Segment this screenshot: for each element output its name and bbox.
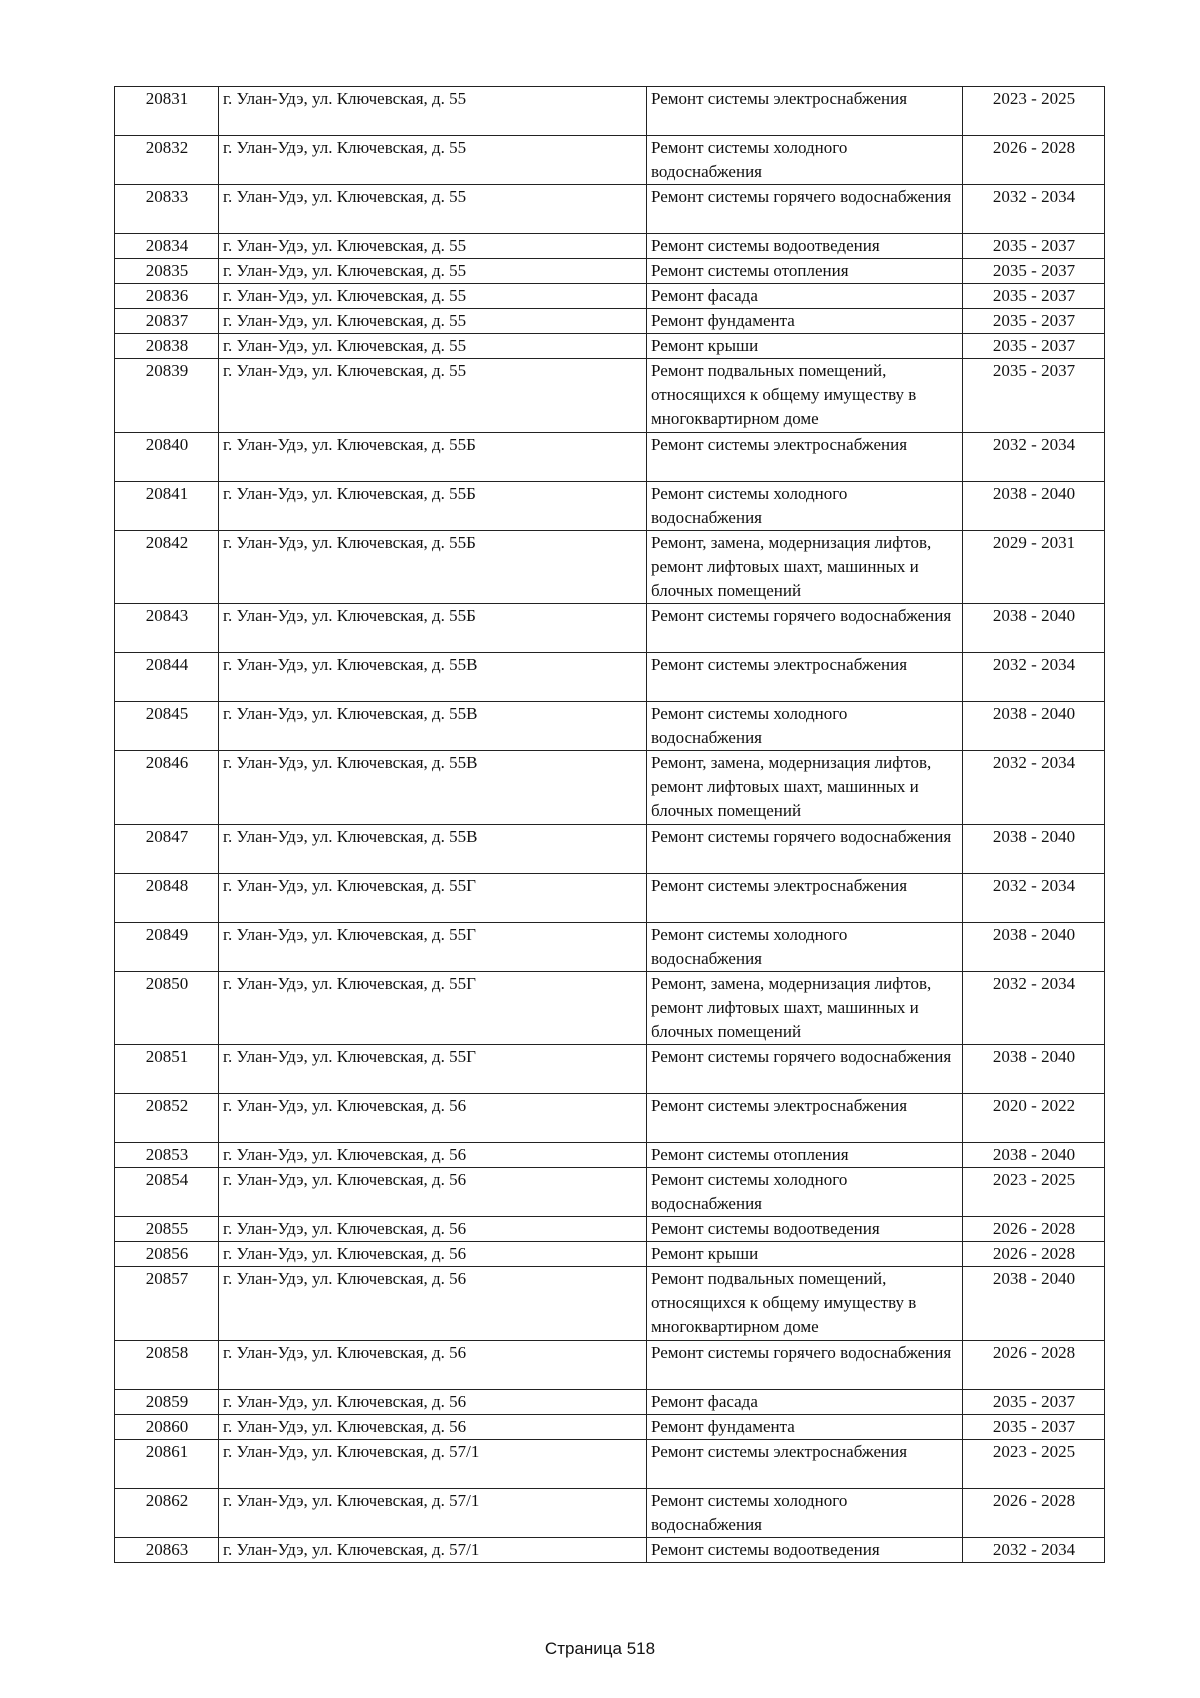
row-id-cell: 20858 — [115, 1340, 219, 1389]
row-address-cell: г. Улан-Удэ, ул. Ключевская, д. 55 — [219, 87, 647, 136]
row-work-cell: Ремонт фундамента — [647, 309, 963, 334]
row-id-cell: 20855 — [115, 1217, 219, 1242]
row-work-cell: Ремонт системы холодного водоснабжения — [647, 702, 963, 751]
row-period-cell: 2035 - 2037 — [963, 234, 1105, 259]
table-row — [115, 873, 1105, 922]
row-address-cell: г. Улан-Удэ, ул. Ключевская, д. 57/1 — [219, 1439, 647, 1488]
repair-schedule-table — [114, 86, 1105, 1563]
table-row — [115, 1340, 1105, 1389]
table-row — [115, 432, 1105, 481]
row-id-cell: 20861 — [115, 1439, 219, 1488]
table-row — [115, 653, 1105, 702]
table-row — [115, 136, 1105, 185]
row-address-cell: г. Улан-Удэ, ул. Ключевская, д. 55Б — [219, 530, 647, 604]
row-work-cell: Ремонт системы электроснабжения — [647, 87, 963, 136]
table-row — [115, 1168, 1105, 1217]
row-work-cell: Ремонт подвальных помещений, относящихся к общему имуществу в многоквартирном доме — [647, 1267, 963, 1341]
row-period-cell: 2035 - 2037 — [963, 284, 1105, 309]
row-id-cell: 20853 — [115, 1143, 219, 1168]
row-work-cell: Ремонт системы холодного водоснабжения — [647, 136, 963, 185]
table-row — [115, 1414, 1105, 1439]
row-period-cell: 2035 - 2037 — [963, 1414, 1105, 1439]
row-id-cell: 20847 — [115, 824, 219, 873]
row-period-cell: 2038 - 2040 — [963, 1267, 1105, 1341]
row-period-cell: 2026 - 2028 — [963, 1242, 1105, 1267]
row-address-cell: г. Улан-Удэ, ул. Ключевская, д. 55В — [219, 824, 647, 873]
row-address-cell: г. Улан-Удэ, ул. Ключевская, д. 55 — [219, 259, 647, 284]
row-id-cell: 20834 — [115, 234, 219, 259]
row-work-cell: Ремонт системы электроснабжения — [647, 432, 963, 481]
row-id-cell: 20842 — [115, 530, 219, 604]
row-id-cell: 20862 — [115, 1488, 219, 1537]
row-work-cell: Ремонт фасада — [647, 284, 963, 309]
row-address-cell: г. Улан-Удэ, ул. Ключевская, д. 55 — [219, 234, 647, 259]
row-work-cell: Ремонт подвальных помещений, относящихся к общему имуществу в многоквартирном доме — [647, 359, 963, 433]
row-address-cell: г. Улан-Удэ, ул. Ключевская, д. 55 — [219, 309, 647, 334]
row-work-cell: Ремонт системы холодного водоснабжения — [647, 1488, 963, 1537]
row-period-cell: 2026 - 2028 — [963, 136, 1105, 185]
row-period-cell: 2032 - 2034 — [963, 432, 1105, 481]
table-row — [115, 530, 1105, 604]
row-address-cell: г. Улан-Удэ, ул. Ключевская, д. 56 — [219, 1340, 647, 1389]
row-address-cell: г. Улан-Удэ, ул. Ключевская, д. 55Г — [219, 1045, 647, 1094]
table-row — [115, 751, 1105, 825]
row-id-cell: 20851 — [115, 1045, 219, 1094]
row-id-cell: 20843 — [115, 604, 219, 653]
row-id-cell: 20848 — [115, 873, 219, 922]
row-id-cell: 20856 — [115, 1242, 219, 1267]
row-address-cell: г. Улан-Удэ, ул. Ключевская, д. 55В — [219, 751, 647, 825]
table-row — [115, 1439, 1105, 1488]
row-period-cell: 2032 - 2034 — [963, 1537, 1105, 1562]
row-id-cell: 20832 — [115, 136, 219, 185]
table-body — [115, 87, 1105, 1563]
row-work-cell: Ремонт системы отопления — [647, 259, 963, 284]
table-row — [115, 702, 1105, 751]
row-work-cell: Ремонт системы горячего водоснабжения — [647, 185, 963, 234]
row-work-cell: Ремонт системы отопления — [647, 1143, 963, 1168]
table-row — [115, 604, 1105, 653]
row-work-cell: Ремонт системы горячего водоснабжения — [647, 824, 963, 873]
table-row — [115, 234, 1105, 259]
row-address-cell: г. Улан-Удэ, ул. Ключевская, д. 56 — [219, 1414, 647, 1439]
row-period-cell: 2038 - 2040 — [963, 604, 1105, 653]
table-row — [115, 481, 1105, 530]
table-row — [115, 1143, 1105, 1168]
row-period-cell: 2029 - 2031 — [963, 530, 1105, 604]
row-address-cell: г. Улан-Удэ, ул. Ключевская, д. 55Б — [219, 604, 647, 653]
table-row — [115, 334, 1105, 359]
row-id-cell: 20849 — [115, 922, 219, 971]
table-row — [115, 922, 1105, 971]
row-id-cell: 20846 — [115, 751, 219, 825]
row-address-cell: г. Улан-Удэ, ул. Ключевская, д. 56 — [219, 1267, 647, 1341]
row-id-cell: 20845 — [115, 702, 219, 751]
row-period-cell: 2035 - 2037 — [963, 334, 1105, 359]
table-row — [115, 1242, 1105, 1267]
table-row — [115, 284, 1105, 309]
row-period-cell: 2035 - 2037 — [963, 309, 1105, 334]
row-period-cell: 2035 - 2037 — [963, 259, 1105, 284]
row-id-cell: 20859 — [115, 1389, 219, 1414]
row-period-cell: 2038 - 2040 — [963, 922, 1105, 971]
row-work-cell: Ремонт системы водоотведения — [647, 1537, 963, 1562]
table-row — [115, 1488, 1105, 1537]
row-period-cell: 2020 - 2022 — [963, 1094, 1105, 1143]
row-id-cell: 20852 — [115, 1094, 219, 1143]
table-row — [115, 824, 1105, 873]
row-address-cell: г. Улан-Удэ, ул. Ключевская, д. 55Б — [219, 432, 647, 481]
row-address-cell: г. Улан-Удэ, ул. Ключевская, д. 56 — [219, 1242, 647, 1267]
row-period-cell: 2023 - 2025 — [963, 1168, 1105, 1217]
row-work-cell: Ремонт системы холодного водоснабжения — [647, 481, 963, 530]
row-work-cell: Ремонт системы водоотведения — [647, 234, 963, 259]
table-row — [115, 1045, 1105, 1094]
row-period-cell: 2032 - 2034 — [963, 873, 1105, 922]
row-work-cell: Ремонт системы горячего водоснабжения — [647, 1340, 963, 1389]
row-work-cell: Ремонт системы электроснабжения — [647, 653, 963, 702]
row-address-cell: г. Улан-Удэ, ул. Ключевская, д. 56 — [219, 1217, 647, 1242]
row-period-cell: 2038 - 2040 — [963, 702, 1105, 751]
row-period-cell: 2026 - 2028 — [963, 1217, 1105, 1242]
row-id-cell: 20857 — [115, 1267, 219, 1341]
row-period-cell: 2038 - 2040 — [963, 481, 1105, 530]
row-work-cell: Ремонт системы электроснабжения — [647, 873, 963, 922]
table-row — [115, 1094, 1105, 1143]
row-address-cell: г. Улан-Удэ, ул. Ключевская, д. 56 — [219, 1168, 647, 1217]
table-row — [115, 1537, 1105, 1562]
row-address-cell: г. Улан-Удэ, ул. Ключевская, д. 56 — [219, 1143, 647, 1168]
row-work-cell: Ремонт системы горячего водоснабжения — [647, 1045, 963, 1094]
row-period-cell: 2038 - 2040 — [963, 1045, 1105, 1094]
row-id-cell: 20840 — [115, 432, 219, 481]
row-address-cell: г. Улан-Удэ, ул. Ключевская, д. 55 — [219, 136, 647, 185]
row-address-cell: г. Улан-Удэ, ул. Ключевская, д. 55Г — [219, 971, 647, 1045]
row-address-cell: г. Улан-Удэ, ул. Ключевская, д. 55 — [219, 185, 647, 234]
row-address-cell: г. Улан-Удэ, ул. Ключевская, д. 55Г — [219, 922, 647, 971]
row-work-cell: Ремонт, замена, модернизация лифтов, ремонт лифтовых шахт, машинных и блочных помещений — [647, 751, 963, 825]
row-address-cell: г. Улан-Удэ, ул. Ключевская, д. 56 — [219, 1094, 647, 1143]
row-period-cell: 2032 - 2034 — [963, 751, 1105, 825]
row-address-cell: г. Улан-Удэ, ул. Ключевская, д. 55В — [219, 653, 647, 702]
table-row — [115, 87, 1105, 136]
table-row — [115, 971, 1105, 1045]
row-address-cell: г. Улан-Удэ, ул. Ключевская, д. 55В — [219, 702, 647, 751]
row-work-cell: Ремонт фасада — [647, 1389, 963, 1414]
row-id-cell: 20844 — [115, 653, 219, 702]
row-work-cell: Ремонт системы горячего водоснабжения — [647, 604, 963, 653]
row-id-cell: 20841 — [115, 481, 219, 530]
table-row — [115, 1267, 1105, 1341]
row-work-cell: Ремонт крыши — [647, 334, 963, 359]
row-id-cell: 20850 — [115, 971, 219, 1045]
row-id-cell: 20831 — [115, 87, 219, 136]
row-id-cell: 20836 — [115, 284, 219, 309]
row-id-cell: 20860 — [115, 1414, 219, 1439]
row-work-cell: Ремонт, замена, модернизация лифтов, ремонт лифтовых шахт, машинных и блочных помещений — [647, 971, 963, 1045]
row-work-cell: Ремонт крыши — [647, 1242, 963, 1267]
table-row — [115, 359, 1105, 433]
row-work-cell: Ремонт системы холодного водоснабжения — [647, 922, 963, 971]
row-address-cell: г. Улан-Удэ, ул. Ключевская, д. 57/1 — [219, 1537, 647, 1562]
row-work-cell: Ремонт системы электроснабжения — [647, 1094, 963, 1143]
row-period-cell: 2032 - 2034 — [963, 185, 1105, 234]
row-id-cell: 20839 — [115, 359, 219, 433]
table-row — [115, 259, 1105, 284]
row-id-cell: 20837 — [115, 309, 219, 334]
row-work-cell: Ремонт фундамента — [647, 1414, 963, 1439]
row-address-cell: г. Улан-Удэ, ул. Ключевская, д. 57/1 — [219, 1488, 647, 1537]
row-period-cell: 2035 - 2037 — [963, 1389, 1105, 1414]
table-row — [115, 1389, 1105, 1414]
row-period-cell: 2023 - 2025 — [963, 87, 1105, 136]
row-address-cell: г. Улан-Удэ, ул. Ключевская, д. 55 — [219, 334, 647, 359]
row-address-cell: г. Улан-Удэ, ул. Ключевская, д. 56 — [219, 1389, 647, 1414]
row-id-cell: 20854 — [115, 1168, 219, 1217]
row-period-cell: 2026 - 2028 — [963, 1488, 1105, 1537]
row-address-cell: г. Улан-Удэ, ул. Ключевская, д. 55Б — [219, 481, 647, 530]
row-id-cell: 20835 — [115, 259, 219, 284]
row-address-cell: г. Улан-Удэ, ул. Ключевская, д. 55 — [219, 359, 647, 433]
row-work-cell: Ремонт системы электроснабжения — [647, 1439, 963, 1488]
row-period-cell: 2038 - 2040 — [963, 1143, 1105, 1168]
table-row — [115, 1217, 1105, 1242]
row-id-cell: 20863 — [115, 1537, 219, 1562]
row-work-cell: Ремонт системы водоотведения — [647, 1217, 963, 1242]
row-period-cell: 2032 - 2034 — [963, 971, 1105, 1045]
row-id-cell: 20833 — [115, 185, 219, 234]
row-address-cell: г. Улан-Удэ, ул. Ключевская, д. 55Г — [219, 873, 647, 922]
row-address-cell: г. Улан-Удэ, ул. Ключевская, д. 55 — [219, 284, 647, 309]
row-work-cell: Ремонт, замена, модернизация лифтов, ремонт лифтовых шахт, машинных и блочных помещений — [647, 530, 963, 604]
row-work-cell: Ремонт системы холодного водоснабжения — [647, 1168, 963, 1217]
row-period-cell: 2026 - 2028 — [963, 1340, 1105, 1389]
row-period-cell: 2038 - 2040 — [963, 824, 1105, 873]
table-row — [115, 309, 1105, 334]
row-period-cell: 2035 - 2037 — [963, 359, 1105, 433]
row-period-cell: 2032 - 2034 — [963, 653, 1105, 702]
row-period-cell: 2023 - 2025 — [963, 1439, 1105, 1488]
page-number: Страница 518 — [544, 1639, 656, 1658]
row-id-cell: 20838 — [115, 334, 219, 359]
table-row — [115, 185, 1105, 234]
